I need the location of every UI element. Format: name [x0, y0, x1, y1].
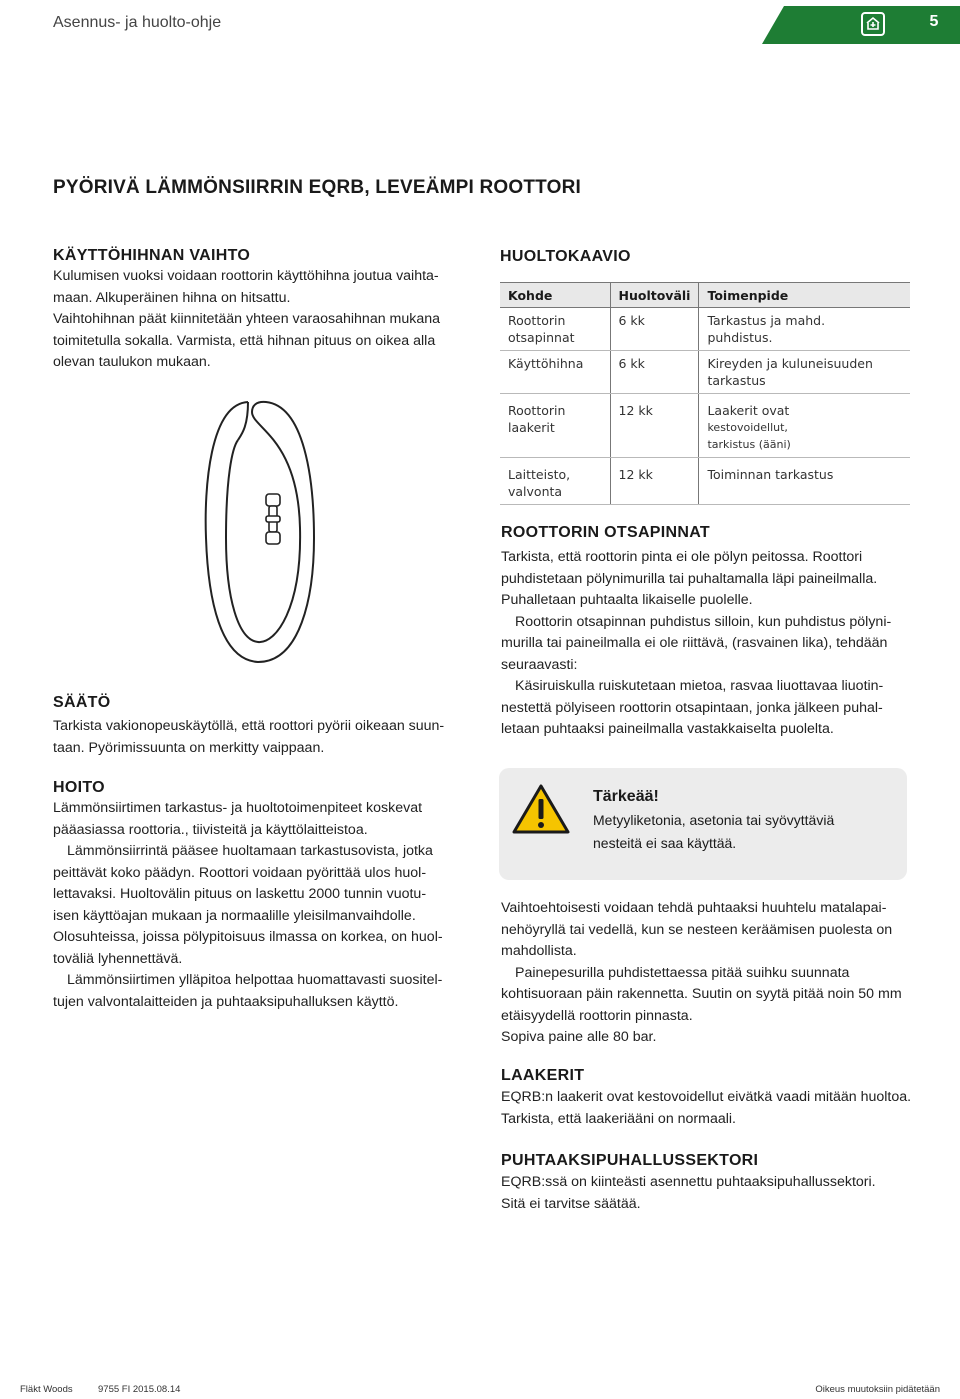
warning-title: Tärkeää!	[593, 788, 659, 805]
schedule-heading: HUOLTOKAAVIO	[500, 248, 631, 265]
adjustment-heading: SÄÄTÖ	[53, 694, 111, 711]
table-row: Laitteisto, valvonta 12 kk Toiminnan tarkastus	[500, 458, 910, 505]
maintenance-text: Lämmönsiirtimen tarkastus- ja huoltotoimenpiteet koskevat pääasiassa roottoria., tiivisteitä ja käyttölaitteistoa. Lämmönsiirrintä pääsee huoltamaan tarkastusovista, jotka peittävät koko päädyn. Roottori voidaan pyörittää ulos huol- lettavaksi. Huoltovälin pituus on laskettu 2000 tunnin vuotu- isen käyttöajan mukaan ja normaalille yleisilmanvaihdolle. Olosuhteissa, joissa pölypitoisuus ilmassa on korkea, on huol- toväliä lyhennettävä. Lämmönsiirtimen ylläpitoa helpottaa huomattavasti suositel- tujen valvontalaitteiden ja puhtaaksipuhalluksen käyttö.	[53, 800, 443, 1010]
page-title: PYÖRIVÄ LÄMMÖNSIIRRIN EQRB, LEVEÄMPI ROOTTORI	[53, 177, 582, 198]
page-number: 5	[929, 13, 939, 30]
warning-text: Metyyliketonia, asetonia tai syövyttäviä nesteitä ei saa käyttää.	[593, 812, 835, 851]
belt-change-heading: KÄYTTÖHIHNAN VAIHTO	[53, 247, 251, 264]
adjustment-text: Tarkista vakionopeuskäytöllä, että roottori pyörii oikeaan suun- taan. Pyörimissuunta on merkitty vaippaan.	[53, 718, 445, 756]
fläkt-logo-icon	[861, 12, 885, 36]
rotor-faces-text: Tarkista, että roottorin pinta ei ole pölyn peitossa. Roottori puhdistetaan pölynimurilla tai puhaltamalla läpi paineilmalla. Puhalletaan puhtaalta likaiselle puolelle. Roottorin otsapinnan puhdistus silloin, kun puhdistus pölyni- murilla tai paineilmalla ei ole riittävä, (rasvainen lika), tehdään seuraavasti: Käsiruiskulla ruiskutetaan mietoa, rasvaa liuottavaa liuotin- nestettä pölyiseen roottorin otsapintaan, jonka jälkeen puhal- letaan puhtaaksi paineilmalla vastakkaiselta puolelta.	[501, 549, 892, 737]
table-header-row	[500, 283, 910, 308]
maintenance-schedule-table	[500, 282, 910, 505]
header-title: Asennus- ja huolto-ohje	[53, 14, 222, 31]
rotor-faces-heading: ROOTTORIN OTSAPINNAT	[501, 524, 710, 541]
maintenance-heading: HOITO	[53, 779, 105, 796]
footer-doc-id: 9755 FI 2015.08.14	[98, 1384, 181, 1395]
belt-change-text: Kulumisen vuoksi voidaan roottorin käyttöhihna joutua vaihta- maan. Alkuperäinen hihna on hitsattu. Vaihtohihnan päät kiinnitetään yhteen varaosahihnan mukana toimitetulla sokalla. Varmista, että hihnan pituus on oikea alla olevan taulukon mukaan.	[53, 268, 441, 370]
footer-company: Fläkt Woods	[20, 1384, 73, 1395]
purge-sector-heading: PUHTAAKSIPUHALLUSSEKTORI	[501, 1152, 759, 1169]
column-header: Toimenpide	[699, 283, 910, 308]
warning-triangle-icon	[512, 784, 570, 834]
purge-sector-text: EQRB:ssä on kiinteästi asennettu puhtaaksipuhallussektori. Sitä ei tarvitse säätää.	[501, 1174, 876, 1212]
footer-rights: Oikeus muutoksiin pidätetään	[815, 1384, 940, 1395]
column-header: Huoltoväli	[610, 283, 699, 308]
drive-belt-with-pin-icon	[200, 398, 320, 666]
bearings-heading: LAAKERIT	[501, 1067, 585, 1084]
table-row: Roottorin laakerit 12 kk Laakerit ovat kestovoidellut, tarkistus (ääni)	[500, 394, 910, 458]
bearings-text: EQRB:n laakerit ovat kestovoidellut eivätkä vaadi mitään huoltoa. Tarkista, että laakeriääni on normaali.	[501, 1089, 912, 1127]
column-header: Kohde	[500, 283, 610, 308]
washing-text: Vaihtoehtoisesti voidaan tehdä puhtaaksi huuhtelu matalapai- nehöyryllä tai vedellä, kun se nesteen keräämisen puolesta on mahdollista. Painepesurilla puhdistettaessa pitää suihku suunnata kohtisuoraan päin rakennetta. Suutin on syytä pitää noin 50 mm etäisyydellä roottorin pinnasta. Sopiva paine alle 80 bar.	[501, 900, 902, 1045]
table-row: Roottorin otsapinnat 6 kk Tarkastus ja mahd. puhdistus.	[500, 308, 910, 351]
table-row: Käyttöhihna 6 kk Kireyden ja kuluneisuuden tarkastus	[500, 351, 910, 394]
